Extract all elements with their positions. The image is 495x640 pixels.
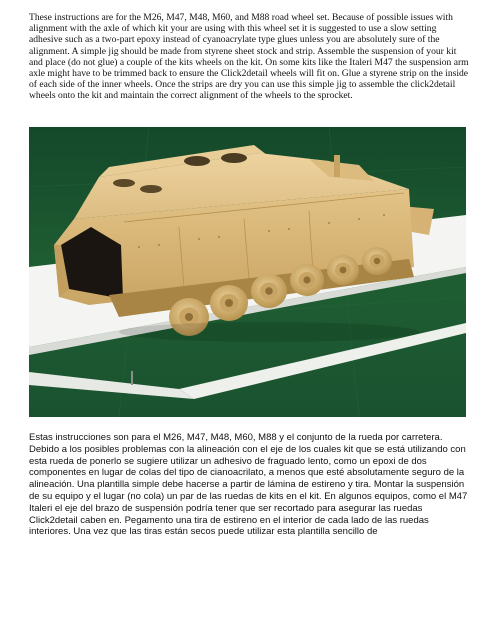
model-photo [29,127,466,417]
instructions-english: These instructions are for the M26, M47, M48, M60, and M88 road wheel set. Because of possible issues with alignment with the axle of which kit your are using with this wheel set it is suggested to use a slow setting adhesive such as a two-part epoxy instead of cyanoacrylate type glues unless you are absolutely sure of the alignment. A simple jig should be made from styrene sheet stock and strip. Assemble the suspension of your kit and place (do not glue) a couple of the kits wheels on the kit. On some kits like the Italeri M47 the suspension arm axle might have to be trimmed back to ensure the Click2detail wheels will fit on. Glue a styrene strip on the inside of each side of the inner wheels. Once the strips are dry you can use this simple jig to assemble the click2detail wheels onto the kit and maintain the correct alignment of the wheels to the sprocket. [29,12,469,102]
road-wheel [251,274,287,308]
instructions-spanish: Estas instrucciones son para el M26, M47, M48, M60, M88 y el conjunto de la rueda por carretera. Debido a los posibles problemas con la alineación con el eje de los cuales kit que se está utilizando con esta rueda de ponerlo se sugiere utilizar un adhesivo de fraguado lento, como un epoxi de dos componentes en lugar de colas del tipo de cianoacrilato, a menos que esté absolutamente seguro de la alineación. Una plantilla simple debe hacerse a partir de lámina de estireno y tira. Montar la suspensión de su equipo y el lugar (no cola) un par de las ruedas de kits en el kit. En algunos equipos, como el M47 Italeri el eje del brazo de suspensión podría tener que ser recortado para asegurar las ruedas Click2detail caben en. Pegamento una tira de estireno en el interior de cada lado de las ruedas interiores. Una vez que las tiras están secos puede utilizar esta plantilla sencillo de [29,432,468,538]
road-wheel [362,247,392,275]
road-wheel [327,255,359,285]
road-wheel [290,264,324,296]
road-wheel [210,285,248,321]
